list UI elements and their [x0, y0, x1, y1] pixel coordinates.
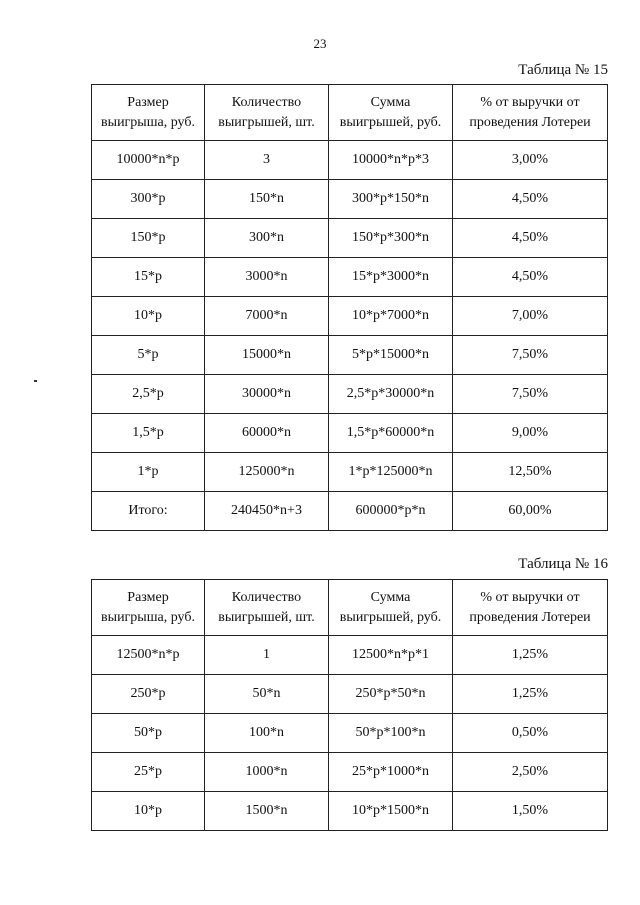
- table-cell: 7,50%: [453, 375, 608, 414]
- table-row: [92, 336, 608, 375]
- table-cell: 300*p*150*n: [329, 180, 453, 219]
- table-cell: 3,00%: [453, 141, 608, 180]
- column-header: % от выручки от проведения Лотереи: [453, 85, 608, 141]
- table-cell: 3: [205, 141, 329, 180]
- table-row: [92, 219, 608, 258]
- table-cell: 300*n: [205, 219, 329, 258]
- table-cell: 1*p: [92, 453, 205, 492]
- table-cell: 50*p: [92, 714, 205, 753]
- table-row: [92, 258, 608, 297]
- table-cell: 10*p: [92, 297, 205, 336]
- table-cell: 12500*n*p: [92, 636, 205, 675]
- table-row: [92, 714, 608, 753]
- table-cell: 9,00%: [453, 414, 608, 453]
- table-cell: Итого:: [92, 492, 205, 531]
- table-cell: 60000*n: [205, 414, 329, 453]
- table-cell: 7000*n: [205, 297, 329, 336]
- margin-mark: [34, 380, 37, 382]
- table-15: [91, 84, 608, 531]
- column-header: Размер выигрыша, руб.: [92, 85, 205, 141]
- table-cell: 1: [205, 636, 329, 675]
- table-cell: 250*p: [92, 675, 205, 714]
- table-row: [92, 414, 608, 453]
- header-row: [92, 85, 608, 141]
- table-cell: 5*p*15000*n: [329, 336, 453, 375]
- table-cell: 25*p: [92, 753, 205, 792]
- table-cell: 7,50%: [453, 336, 608, 375]
- column-header: Количество выигрышей, шт.: [205, 85, 329, 141]
- column-header: % от выручки от проведения Лотереи: [453, 580, 608, 636]
- table-cell: 50*n: [205, 675, 329, 714]
- table-cell: 12500*n*p*1: [329, 636, 453, 675]
- table-cell: 12,50%: [453, 453, 608, 492]
- table-cell: 4,50%: [453, 180, 608, 219]
- table-cell: 100*n: [205, 714, 329, 753]
- column-header: Размер выигрыша, руб.: [92, 580, 205, 636]
- table-cell: 10*p: [92, 792, 205, 831]
- table-cell: 10*p*1500*n: [329, 792, 453, 831]
- table-row: [92, 636, 608, 675]
- table-cell: 1,5*p*60000*n: [329, 414, 453, 453]
- table-row: [92, 297, 608, 336]
- table-cell: 125000*n: [205, 453, 329, 492]
- table-cell: 3000*n: [205, 258, 329, 297]
- table-cell: 10*p*7000*n: [329, 297, 453, 336]
- table-cell: 1000*n: [205, 753, 329, 792]
- table-16: [91, 579, 608, 831]
- column-header: Количество выигрышей, шт.: [205, 580, 329, 636]
- table-cell: 150*p*300*n: [329, 219, 453, 258]
- table-row: [92, 375, 608, 414]
- table-cell: 30000*n: [205, 375, 329, 414]
- table-cell: 150*n: [205, 180, 329, 219]
- table-cell: 150*p: [92, 219, 205, 258]
- table-cell: 0,50%: [453, 714, 608, 753]
- table-cell: 1,25%: [453, 675, 608, 714]
- table-cell: 1,50%: [453, 792, 608, 831]
- table-row: [92, 675, 608, 714]
- table-cell: 4,50%: [453, 258, 608, 297]
- column-header: Сумма выигрышей, руб.: [329, 580, 453, 636]
- table-row: [92, 180, 608, 219]
- table-cell: 1500*n: [205, 792, 329, 831]
- table-cell: 10000*n*p: [92, 141, 205, 180]
- table-cell: 1,25%: [453, 636, 608, 675]
- table-cell: 2,5*p*30000*n: [329, 375, 453, 414]
- table-row: [92, 141, 608, 180]
- table-15-caption: Таблица № 15: [518, 62, 608, 78]
- table-cell: 250*p*50*n: [329, 675, 453, 714]
- table-row: [92, 792, 608, 831]
- table-cell: 15000*n: [205, 336, 329, 375]
- table-cell: 2,5*p: [92, 375, 205, 414]
- table-row: [92, 753, 608, 792]
- page-number: 23: [313, 36, 327, 51]
- table-cell: 600000*p*n: [329, 492, 453, 531]
- table-cell: 10000*n*p*3: [329, 141, 453, 180]
- table-cell: 240450*n+3: [205, 492, 329, 531]
- table-cell: 1*p*125000*n: [329, 453, 453, 492]
- column-header: Сумма выигрышей, руб.: [329, 85, 453, 141]
- table-cell: 50*p*100*n: [329, 714, 453, 753]
- table-cell: 1,5*p: [92, 414, 205, 453]
- table-cell: 2,50%: [453, 753, 608, 792]
- table-cell: 15*p: [92, 258, 205, 297]
- header-row: [92, 580, 608, 636]
- table-cell: 7,00%: [453, 297, 608, 336]
- table-cell: 300*p: [92, 180, 205, 219]
- table-cell: 15*p*3000*n: [329, 258, 453, 297]
- table-cell: 25*p*1000*n: [329, 753, 453, 792]
- table-row: [92, 453, 608, 492]
- table-cell: 4,50%: [453, 219, 608, 258]
- table-row: [92, 492, 608, 531]
- table-cell: 5*p: [92, 336, 205, 375]
- table-cell: 60,00%: [453, 492, 608, 531]
- table-16-caption: Таблица № 16: [518, 556, 608, 572]
